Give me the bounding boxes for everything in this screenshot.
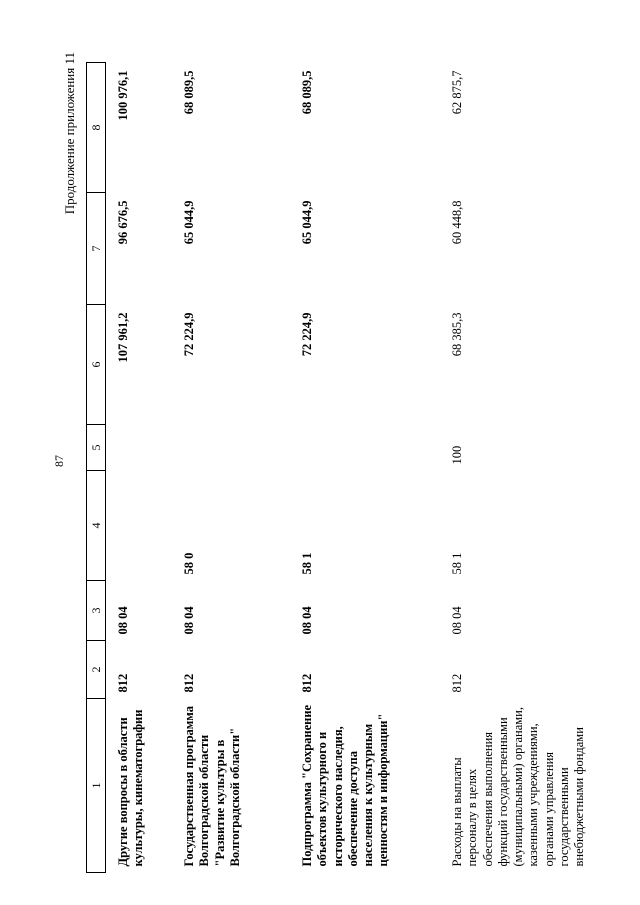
row-col6: 72 224,9 <box>300 312 314 357</box>
column-header-7: 7 <box>87 193 106 305</box>
row-col5 <box>172 425 290 471</box>
row-col6: 72 224,9 <box>182 312 196 357</box>
row-col7: 65 044,9 <box>182 200 196 245</box>
table-row <box>290 63 440 873</box>
appendix-caption: Продолжение приложения 11 <box>62 52 77 215</box>
row-col5: 100 <box>450 445 464 465</box>
row-col3: 08 04 <box>182 606 196 635</box>
row-col7: 96 676,5 <box>116 200 130 245</box>
row-col4: 58 1 <box>300 552 314 575</box>
row-col3: 08 04 <box>450 606 464 635</box>
table-row <box>440 63 625 873</box>
row-col3: 08 04 <box>116 606 130 635</box>
row-col6: 68 385,3 <box>450 312 464 357</box>
row-col2: 812 <box>450 673 464 693</box>
row-col8: 68 089,5 <box>182 70 196 115</box>
row-name: Подпрограмма "Сохранение объектов культурного и исторического наследия, обеспечение доступа населения к культурным ценностям и информации" <box>300 704 391 867</box>
column-header-4: 4 <box>87 471 106 581</box>
row-col8: 100 976,1 <box>116 70 130 121</box>
column-header-2: 2 <box>87 641 106 699</box>
column-header-3: 3 <box>87 581 106 641</box>
column-header-1: 1 <box>87 699 106 873</box>
row-col8: 68 089,5 <box>300 70 314 115</box>
column-header-5: 5 <box>87 425 106 471</box>
table-row <box>172 63 290 873</box>
row-name: Расходы на выплаты персоналу в целях обеспечения выполнения функций государственными (муниципальными) органами, казенными учреждениями, органами управления государственными внебюджетными фондами <box>450 707 586 867</box>
row-col7: 65 044,9 <box>300 200 314 245</box>
row-col2: 812 <box>182 673 196 693</box>
row-name: Другие вопросы в области культуры, кинематографии <box>116 709 146 867</box>
row-col2: 812 <box>116 673 130 693</box>
row-col6: 107 961,2 <box>116 312 130 363</box>
row-name: Государственная программа Волгоградской области "Развитие культуры в Волгоградской области" <box>182 706 242 867</box>
row-col5 <box>106 425 173 471</box>
row-col3: 08 04 <box>300 606 314 635</box>
row-col8: 62 875,7 <box>450 70 464 115</box>
column-header-8: 8 <box>87 63 106 193</box>
row-col4: 58 0 <box>182 552 196 575</box>
row-col7: 60 448,8 <box>450 200 464 245</box>
row-col5 <box>290 425 440 471</box>
page-number: 87 <box>52 455 66 467</box>
header-row <box>87 63 106 873</box>
table-row <box>106 63 173 873</box>
budget-table <box>86 62 625 873</box>
column-header-6: 6 <box>87 305 106 425</box>
row-col4: 58 1 <box>450 552 464 575</box>
row-col4 <box>106 471 173 581</box>
row-col2: 812 <box>300 673 314 693</box>
